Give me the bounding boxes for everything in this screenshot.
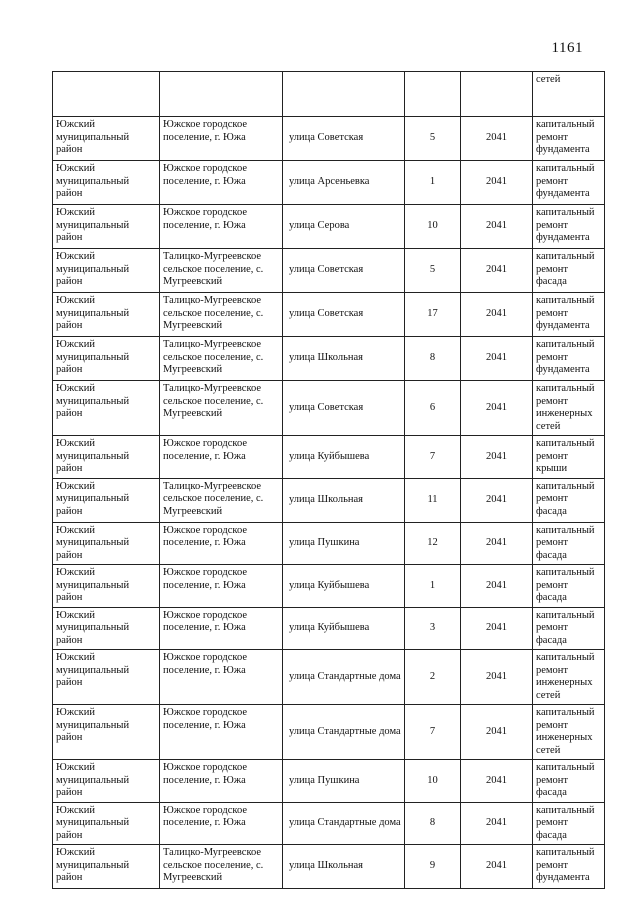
cell-street: улица Серова xyxy=(283,205,405,249)
cell-street: улица Стандартные дома xyxy=(283,705,405,760)
cell-district: Южский муниципальный район xyxy=(53,478,160,522)
table-row xyxy=(53,337,605,381)
cell-street: улица Куйбышева xyxy=(283,436,405,479)
cell-street: улица Школьная xyxy=(283,845,405,889)
cell-work: капитальный ремонт фундамента xyxy=(533,161,605,205)
cell-settlement: Талицко-Мугреевское сельское поселение, с. Мугреевский xyxy=(160,845,283,889)
cell-district: Южский муниципальный район xyxy=(53,117,160,161)
cell-district: Южский муниципальный район xyxy=(53,802,160,845)
cell-year: 2041 xyxy=(461,607,533,650)
cell-work: капитальный ремонт фасада xyxy=(533,607,605,650)
cell-year: 2041 xyxy=(461,205,533,249)
cell-district: Южский муниципальный район xyxy=(53,650,160,705)
cell-settlement: Талицко-Мугреевское сельское поселение, с. Мугреевский xyxy=(160,381,283,436)
cell-house: 1 xyxy=(405,565,461,608)
cell-house: 6 xyxy=(405,381,461,436)
cell-street: улица Школьная xyxy=(283,478,405,522)
cell-house: 5 xyxy=(405,249,461,293)
table-body xyxy=(53,72,605,889)
table-row xyxy=(53,565,605,608)
cell-district: Южский муниципальный район xyxy=(53,522,160,565)
table-row xyxy=(53,161,605,205)
table-row xyxy=(53,293,605,337)
cell-year: 2041 xyxy=(461,522,533,565)
cell-work: капитальный ремонт фундамента xyxy=(533,337,605,381)
table-row xyxy=(53,760,605,803)
table-row xyxy=(53,607,605,650)
cell-house xyxy=(405,72,461,117)
cell-street: улица Пушкина xyxy=(283,760,405,803)
cell-district: Южский муниципальный район xyxy=(53,249,160,293)
cell-work: капитальный ремонт фасада xyxy=(533,478,605,522)
table-row xyxy=(53,117,605,161)
cell-house: 8 xyxy=(405,802,461,845)
cell-house: 11 xyxy=(405,478,461,522)
cell-district: Южский муниципальный район xyxy=(53,607,160,650)
table-row xyxy=(53,650,605,705)
cell-settlement: Талицко-Мугреевское сельское поселение, с. Мугреевский xyxy=(160,478,283,522)
cell-work: капитальный ремонт фасада xyxy=(533,565,605,608)
cell-street: улица Куйбышева xyxy=(283,607,405,650)
cell-house: 10 xyxy=(405,205,461,249)
cell-year: 2041 xyxy=(461,381,533,436)
cell-work: капитальный ремонт фасада xyxy=(533,802,605,845)
cell-street: улица Советская xyxy=(283,293,405,337)
cell-year: 2041 xyxy=(461,565,533,608)
table-row xyxy=(53,522,605,565)
cell-district: Южский муниципальный район xyxy=(53,436,160,479)
cell-settlement: Южское городское поселение, г. Южа xyxy=(160,436,283,479)
cell-street: улица Стандартные дома xyxy=(283,802,405,845)
table-row-continuation xyxy=(53,72,605,117)
cell-house: 1 xyxy=(405,161,461,205)
cell-settlement: Южское городское поселение, г. Южа xyxy=(160,607,283,650)
cell-settlement: Южское городское поселение, г. Южа xyxy=(160,705,283,760)
cell-year: 2041 xyxy=(461,337,533,381)
cell-house: 17 xyxy=(405,293,461,337)
cell-year: 2041 xyxy=(461,802,533,845)
table-row xyxy=(53,381,605,436)
cell-work: капитальный ремонт инженерных сетей xyxy=(533,705,605,760)
cell-year: 2041 xyxy=(461,845,533,889)
cell-district: Южский муниципальный район xyxy=(53,205,160,249)
cell-settlement xyxy=(160,72,283,117)
cell-house: 12 xyxy=(405,522,461,565)
cell-settlement: Южское городское поселение, г. Южа xyxy=(160,522,283,565)
cell-work: капитальный ремонт фундамента xyxy=(533,205,605,249)
cell-year: 2041 xyxy=(461,293,533,337)
cell-work: капитальный ремонт фасада xyxy=(533,760,605,803)
cell-street: улица Советская xyxy=(283,117,405,161)
cell-district: Южский муниципальный район xyxy=(53,337,160,381)
cell-street xyxy=(283,72,405,117)
table-row xyxy=(53,436,605,479)
cell-street: улица Арсеньевка xyxy=(283,161,405,205)
cell-house: 8 xyxy=(405,337,461,381)
cell-house: 9 xyxy=(405,845,461,889)
cell-district: Южский муниципальный район xyxy=(53,565,160,608)
cell-settlement: Талицко-Мугреевское сельское поселение, с. Мугреевский xyxy=(160,337,283,381)
cell-house: 10 xyxy=(405,760,461,803)
cell-house: 3 xyxy=(405,607,461,650)
cell-district: Южский муниципальный район xyxy=(53,705,160,760)
cell-work: капитальный ремонт фундамента xyxy=(533,117,605,161)
cell-year: 2041 xyxy=(461,705,533,760)
cell-work: капитальный ремонт фасада xyxy=(533,522,605,565)
cell-settlement: Южское городское поселение, г. Южа xyxy=(160,760,283,803)
cell-district: Южский муниципальный район xyxy=(53,161,160,205)
cell-district xyxy=(53,72,160,117)
cell-street: улица Школьная xyxy=(283,337,405,381)
cell-house: 2 xyxy=(405,650,461,705)
cell-year: 2041 xyxy=(461,760,533,803)
cell-year: 2041 xyxy=(461,478,533,522)
cell-settlement: Южское городское поселение, г. Южа xyxy=(160,161,283,205)
cell-street: улица Куйбышева xyxy=(283,565,405,608)
cell-work: капитальный ремонт фасада xyxy=(533,249,605,293)
cell-house: 7 xyxy=(405,705,461,760)
cell-year: 2041 xyxy=(461,436,533,479)
cell-district: Южский муниципальный район xyxy=(53,760,160,803)
cell-year xyxy=(461,72,533,117)
cell-work: капитальный ремонт инженерных сетей xyxy=(533,381,605,436)
cell-work: сетей xyxy=(533,72,605,117)
table-row xyxy=(53,802,605,845)
cell-district: Южский муниципальный район xyxy=(53,845,160,889)
cell-work: капитальный ремонт фундамента xyxy=(533,845,605,889)
cell-work: капитальный ремонт инженерных сетей xyxy=(533,650,605,705)
cell-settlement: Южское городское поселение, г. Южа xyxy=(160,117,283,161)
cell-street: улица Стандартные дома xyxy=(283,650,405,705)
cell-work: капитальный ремонт крыши xyxy=(533,436,605,479)
page-number: 1161 xyxy=(551,40,583,56)
cell-year: 2041 xyxy=(461,117,533,161)
cell-year: 2041 xyxy=(461,249,533,293)
cell-district: Южский муниципальный район xyxy=(53,293,160,337)
cell-year: 2041 xyxy=(461,650,533,705)
cell-street: улица Пушкина xyxy=(283,522,405,565)
table-row xyxy=(53,478,605,522)
cell-house: 5 xyxy=(405,117,461,161)
cell-settlement: Южское городское поселение, г. Южа xyxy=(160,802,283,845)
table-row xyxy=(53,845,605,889)
cell-settlement: Южское городское поселение, г. Южа xyxy=(160,650,283,705)
cell-settlement: Талицко-Мугреевское сельское поселение, с. Мугреевский xyxy=(160,293,283,337)
cell-district: Южский муниципальный район xyxy=(53,381,160,436)
cell-settlement: Талицко-Мугреевское сельское поселение, с. Мугреевский xyxy=(160,249,283,293)
repair-plan-table xyxy=(52,71,605,889)
cell-year: 2041 xyxy=(461,161,533,205)
table-row xyxy=(53,705,605,760)
table-row xyxy=(53,205,605,249)
cell-house: 7 xyxy=(405,436,461,479)
table-row xyxy=(53,249,605,293)
cell-work: капитальный ремонт фундамента xyxy=(533,293,605,337)
cell-settlement: Южское городское поселение, г. Южа xyxy=(160,205,283,249)
cell-street: улица Советская xyxy=(283,249,405,293)
cell-street: улица Советская xyxy=(283,381,405,436)
cell-settlement: Южское городское поселение, г. Южа xyxy=(160,565,283,608)
